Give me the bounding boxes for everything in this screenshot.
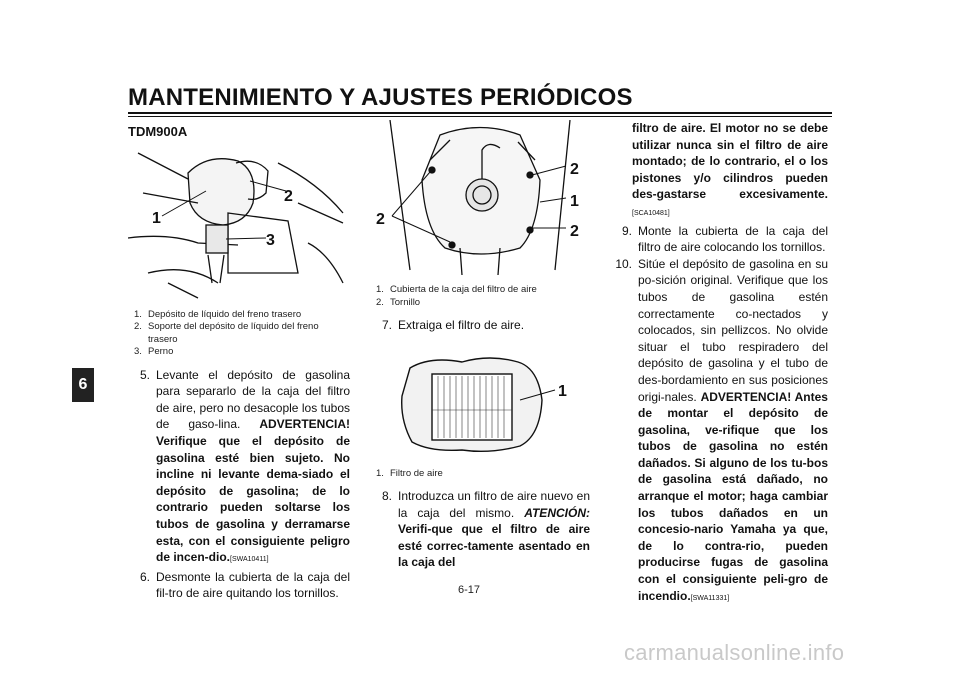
caution-code: [SCA10481]: [632, 209, 670, 217]
air-filter-illustration: [370, 340, 590, 462]
chapter-tab: 6: [72, 368, 94, 402]
step-8: 8. Introduzca un filtro de aire nuevo en la caja del mismo. ATENCIÓN: Verifi-que que el filtro de aire esté correc-tamente asentado en la caja del: [381, 489, 590, 570]
warning-text: ADVERTENCIA! Verifique que el depósito de gasolina esté bien sujeto. No incline ni levante dema-siado el depósito de gasolina; de lo contrario pueden soltarse los tubos de gasolina y derramarse esta, con el consiguiente peligro de incen-dio.: [156, 417, 350, 565]
legend-item: 1. Filtro de aire: [376, 467, 443, 479]
page-number: 6-17: [458, 584, 481, 596]
brake-reservoir-figure: [128, 143, 348, 303]
callout-2-left: 2: [376, 211, 385, 228]
callout-1: 1: [570, 193, 579, 210]
step-10: 10. Sitúe el depósito de gasolina en su po-sición original. Verifique que los tubos de gasolina estén correctamente co-nectados y colocados, sin pellizcos. No olvide situar el tubo respiradero del depósito de gasolina y el tubo de des-bordamiento en sus posiciones origi-nales. ADVERTENCIA! Antes de montar el depósito de gasolina, ve-rifique que los tubos de gasolina no estén dañados. Si alguno de los tu-bos de gasolina está dañado, no arranque el motor; haga cambiar los tubos dañados en un concesio-nario Yamaha ya que, de lo contra-rio, pueden producirse fugas de gasolina con el consiguiente peli-gro de incendio.[SWA11331]: [615, 256, 828, 603]
figure-legend: [370, 468, 590, 481]
legend-item: 1. Depósito de líquido del freno trasero: [134, 308, 302, 320]
brake-reservoir-illustration: [128, 143, 348, 303]
warning-code: [SWA10411]: [230, 556, 269, 564]
page-title: MANTENIMIENTO Y AJUSTES PERIÓDICOS: [128, 84, 633, 111]
column-3: [610, 120, 828, 607]
figure-legend: [370, 284, 590, 309]
legend-item: 1. Cubierta de la caja del filtro de aire: [376, 284, 537, 295]
step-7: 7. Extraiga el filtro de aire.: [381, 318, 525, 332]
airbox-cover-figure: [370, 120, 590, 278]
column-1: [128, 120, 350, 602]
caution-continuation: filtro de aire. El motor no se debe utilizar nunca sin el filtro de aire montado; de lo contrario, el o los pistones y/o cilindros pueden des-gastarse excesivamente.[SCA10481]: [632, 121, 828, 217]
callout-1: 1: [558, 382, 567, 400]
figure-legend: [128, 309, 350, 359]
callout-2: 2: [284, 187, 293, 205]
callout-2-bottom: 2: [570, 223, 579, 240]
caution-text: Verifi-que que el filtro de aire esté correc-tamente asentado en la caja del: [398, 522, 590, 570]
column-2: [370, 120, 590, 571]
legend-item: 2. Soporte del depósito de líquido del freno trasero: [134, 321, 319, 345]
airbox-cover-illustration: [370, 120, 590, 278]
step-6: 6. Desmonte la cubierta de la caja del fil-tro de aire quitando los tornillos.: [139, 569, 350, 601]
model-label: TDM900A: [128, 124, 188, 139]
caution-label: ATENCIÓN:: [524, 505, 590, 520]
header-rule: [128, 112, 832, 117]
callout-2-top: 2: [570, 161, 579, 178]
step-5: 5. Levante el depósito de gasolina para separarlo de la caja del filtro de aire, pero no desacople los tubos de gaso-lina. ADVERTENCIA! Verifique que el depósito de gasolina esté bien sujeto. No incline ni levante dema-siado el depósito de gasolina; de lo contrario pueden soltarse los tubos de gasolina y derramarse esta, con el consiguiente peligro de incen-dio.[SWA10411]: [139, 367, 350, 565]
callout-3: 3: [266, 231, 275, 249]
watermark: carmanualsonline.info: [624, 640, 845, 665]
legend-item: 3. Perno: [134, 346, 174, 358]
step-9: 9. Monte la cubierta de la caja del filtro de aire colocando los tornillos.: [621, 223, 828, 255]
air-filter-figure: [370, 340, 590, 462]
warning-code: [SWA11331]: [690, 594, 730, 602]
callout-1: 1: [152, 209, 161, 227]
warning-text: ADVERTENCIA! Antes de montar el depósito de gasolina, ve-rifique que los tubos de gasolina no estén dañados. Si alguno de los tu-bos de gasolina está dañado, no arranque el motor; haga cambiar los tubos dañados en un concesio-nario Yamaha ya que, de lo contra-rio, pueden producirse fugas de gasolina con el consiguiente peli-gro de incendio.: [638, 389, 828, 603]
legend-item: 2. Tornillo: [376, 296, 421, 308]
